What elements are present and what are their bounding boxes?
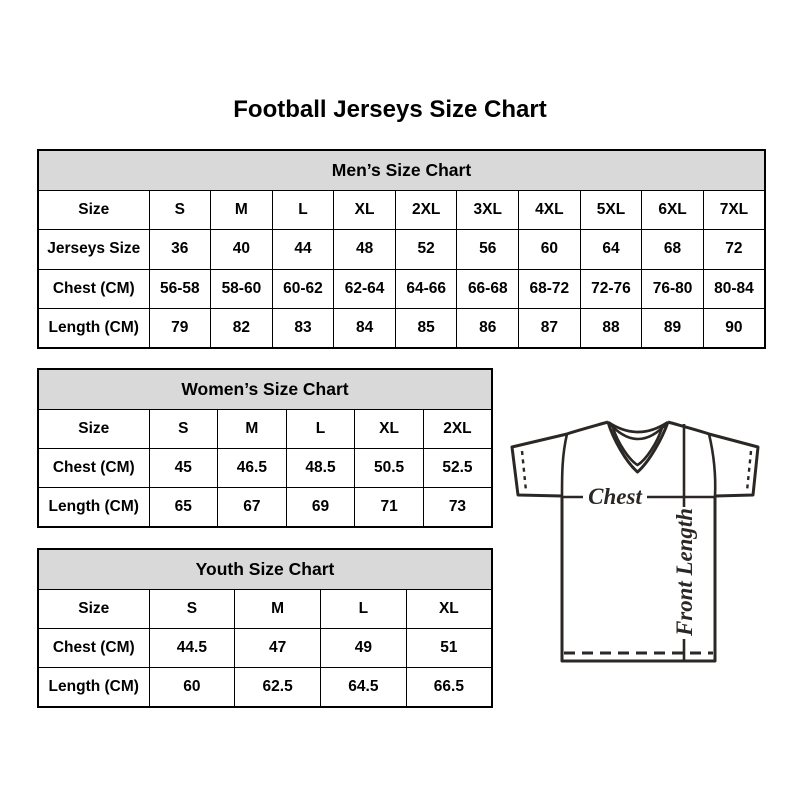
value-cell: 69: [286, 488, 355, 528]
value-cell: 6XL: [642, 191, 704, 230]
row-label-cell: Chest (CM): [38, 269, 149, 308]
value-cell: 36: [149, 230, 211, 269]
value-cell: 72-76: [580, 269, 642, 308]
value-cell: M: [218, 410, 287, 449]
table-header-row: [38, 549, 492, 590]
row-label-cell: Size: [38, 191, 149, 230]
jersey-right-seam: [709, 434, 715, 496]
row-label-cell: Jerseys Size: [38, 230, 149, 269]
value-cell: 2XL: [395, 191, 457, 230]
value-cell: 47: [235, 629, 321, 668]
table-row: [38, 230, 765, 269]
value-cell: 67: [218, 488, 287, 528]
table-row: [38, 590, 492, 629]
table-header-row: [38, 369, 492, 410]
womens-size-table: [37, 368, 493, 528]
value-cell: M: [235, 590, 321, 629]
value-cell: 64-66: [395, 269, 457, 308]
value-cell: 4XL: [519, 191, 581, 230]
value-cell: 89: [642, 308, 704, 348]
row-label-cell: Length (CM): [38, 308, 149, 348]
value-cell: 44: [272, 230, 334, 269]
value-cell: 71: [355, 488, 424, 528]
value-cell: 3XL: [457, 191, 519, 230]
value-cell: XL: [334, 191, 396, 230]
jersey-left-seam: [562, 434, 567, 496]
value-cell: 76-80: [642, 269, 704, 308]
row-label-cell: Chest (CM): [38, 449, 149, 488]
table-row: [38, 191, 765, 230]
value-cell: 79: [149, 308, 211, 348]
value-cell: 48: [334, 230, 396, 269]
value-cell: 83: [272, 308, 334, 348]
page-title: Football Jerseys Size Chart: [233, 96, 547, 123]
front-length-label: Front Length: [672, 507, 697, 636]
value-cell: 82: [211, 308, 273, 348]
value-cell: 40: [211, 230, 273, 269]
value-cell: 65: [149, 488, 218, 528]
value-cell: 5XL: [580, 191, 642, 230]
value-cell: 51: [406, 629, 492, 668]
value-cell: 44.5: [149, 629, 235, 668]
row-label-cell: Size: [38, 410, 149, 449]
value-cell: 68: [642, 230, 704, 269]
value-cell: XL: [355, 410, 424, 449]
chest-label: Chest: [588, 484, 642, 509]
value-cell: 73: [423, 488, 492, 528]
left-sleeve-stitch-line: [522, 451, 526, 491]
value-cell: S: [149, 410, 218, 449]
right-sleeve-stitch-line: [747, 451, 751, 491]
value-cell: 52: [395, 230, 457, 269]
table-section-header: Youth Size Chart: [38, 549, 492, 590]
value-cell: 49: [321, 629, 407, 668]
jersey-diagram: [506, 417, 768, 667]
table-row: [38, 269, 765, 308]
value-cell: 90: [703, 308, 765, 348]
table-row: [38, 668, 492, 708]
row-label-cell: Chest (CM): [38, 629, 149, 668]
value-cell: M: [211, 191, 273, 230]
table-row: [38, 488, 492, 528]
table-row: [38, 308, 765, 348]
value-cell: 62-64: [334, 269, 396, 308]
value-cell: 58-60: [211, 269, 273, 308]
row-label-cell: Length (CM): [38, 488, 149, 528]
mens-size-table: [37, 149, 766, 349]
table-row: [38, 449, 492, 488]
value-cell: 88: [580, 308, 642, 348]
table-header-row: [38, 150, 765, 191]
value-cell: 2XL: [423, 410, 492, 449]
row-label-cell: Length (CM): [38, 668, 149, 708]
value-cell: 62.5: [235, 668, 321, 708]
value-cell: 48.5: [286, 449, 355, 488]
value-cell: 66-68: [457, 269, 519, 308]
value-cell: 60: [149, 668, 235, 708]
value-cell: 87: [519, 308, 581, 348]
value-cell: 60-62: [272, 269, 334, 308]
value-cell: 66.5: [406, 668, 492, 708]
youth-size-table: [37, 548, 493, 708]
value-cell: 50.5: [355, 449, 424, 488]
table-section-header: Women’s Size Chart: [38, 369, 492, 410]
value-cell: 72: [703, 230, 765, 269]
table-section-header: Men’s Size Chart: [38, 150, 765, 191]
value-cell: 7XL: [703, 191, 765, 230]
value-cell: 56-58: [149, 269, 211, 308]
value-cell: 64.5: [321, 668, 407, 708]
value-cell: S: [149, 590, 235, 629]
table-row: [38, 410, 492, 449]
value-cell: 56: [457, 230, 519, 269]
value-cell: L: [321, 590, 407, 629]
value-cell: 45: [149, 449, 218, 488]
value-cell: 60: [519, 230, 581, 269]
value-cell: L: [286, 410, 355, 449]
table-row: [38, 629, 492, 668]
row-label-cell: Size: [38, 590, 149, 629]
value-cell: XL: [406, 590, 492, 629]
value-cell: 68-72: [519, 269, 581, 308]
value-cell: 64: [580, 230, 642, 269]
value-cell: 86: [457, 308, 519, 348]
value-cell: 52.5: [423, 449, 492, 488]
value-cell: 46.5: [218, 449, 287, 488]
value-cell: 80-84: [703, 269, 765, 308]
value-cell: L: [272, 191, 334, 230]
value-cell: S: [149, 191, 211, 230]
value-cell: 84: [334, 308, 396, 348]
value-cell: 85: [395, 308, 457, 348]
